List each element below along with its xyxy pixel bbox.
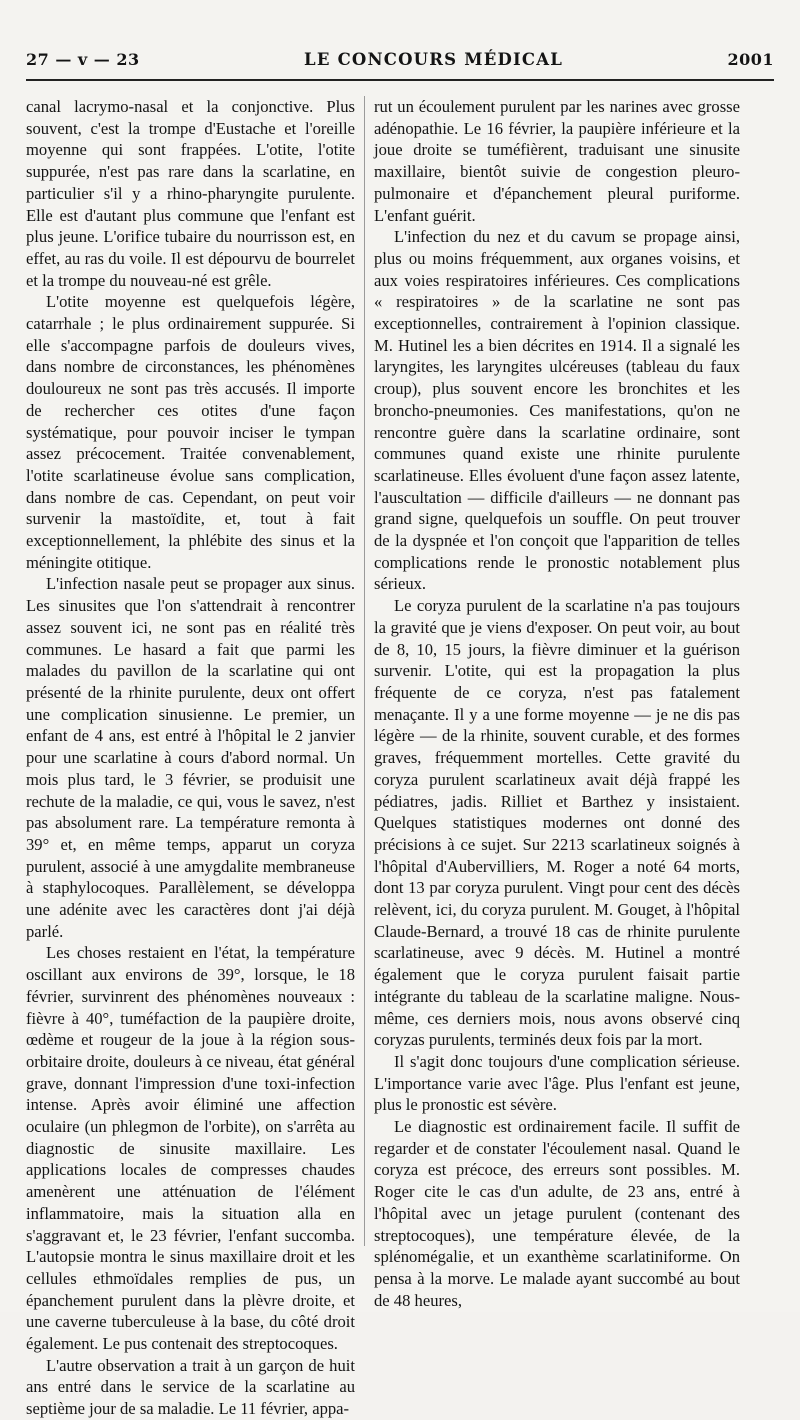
paragraph: L'infection du nez et du cavum se propage ainsi, plus ou moins fréquemment, aux organes voisins, et aux voies respiratoires inférieures. Ces complications « respiratoires » de la scarlatine ne sont pas exceptionnelles, contrairement à l'opinion classique. M. Hutinel les a bien décrites en 1914. Il a signalé les laryngites, les laryngites ulcéreuses (tableau du faux croup), plus souvent encore les bronchites et les broncho-pneumonies. Ces manifestations, qu'on ne rencontre guère dans la scarlatine ordinaire, sont communes quand existe une rhinite purulente scarlatineuse. Elles évoluent d'une façon assez latente, l'auscultation — difficile d'ailleurs — ne donnant pas grand signe, quelquefois un souffle. On peut trouver de la dyspnée et l'on conçoit que l'apparition de telles complications rende le pronostic notablement plus sérieux. [374,227,740,594]
left-column [26,96,355,1420]
right-column [374,96,740,1311]
paragraph: rut un écoulement purulent par les narines avec grosse adénopathie. Le 16 février, la paupière inférieure et la joue droite se tuméfièrent, traduisant une sinusite maxillaire, bientôt suivie de congestion pleuro-pulmonaire et d'épanchement pleural puriforme. L'enfant guérit. [374,97,740,225]
paragraph: L'infection nasale peut se propager aux sinus. Les sinusites que l'on s'attendrait à rencontrer assez souvent ici, ne sont pas en réalité très communes. Le hasard a fait que parmi les malades du pavillon de la scarlatine qui ont présenté de la rhinite purulente, deux ont offert une complication sinusienne. Le premier, un enfant de 4 ans, est entré à l'hôpital le 2 janvier pour une scarlatine à cours d'abord normal. Un mois plus tard, le 3 février, se produisit une rechute de la maladie, ce qui, vous le savez, n'est pas absolument rare. La température remonta à 39° et, en même temps, apparut un coryza purulent, associé à une amygdalite membraneuse à staphylocoques. Parallèlement, se développa une adénite avec les caractères dont j'ai déjà parlé. [26,574,355,941]
paragraph: Les choses restaient en l'état, la température oscillant aux environs de 39°, lorsque, le 18 février, survinrent des phénomènes nouveaux : fièvre à 40°, tuméfaction de la paupière droite, œdème et rougeur de la joue à la région sous-orbitaire droite, douleurs à ce niveau, état général grave, donnant l'impression d'une toxi-infection intense. Après avoir éliminé une affection oculaire (un phlegmon de l'orbite), on s'arrêta au diagnostic de sinusite maxillaire. Les applications locales de compresses chaudes amenèrent une atténuation de l'élément inflammatoire, mais la situation alla en s'aggravant et, le 23 février, l'enfant succomba. L'autopsie montra le sinus maxillaire droit et les cellules ethmoïdales remplies de pus, un épanchement purulent dans la plèvre droite, et une caverne tuberculeuse à la base, du côté droit également. Le pus contenait des streptocoques. [26,943,355,1354]
page-header [26,50,774,76]
paragraph: Le coryza purulent de la scarlatine n'a pas toujours la gravité que je viens d'exposer. On peut voir, au bout de 8, 10, 15 jours, la fièvre diminuer et la guérison survenir. L'otite, qui est la propagation la plus fréquente de ce coryza, n'est pas fatalement menaçante. Il y a une forme moyenne — je ne dis pas légère — de la rhinite, souvent curable, et des formes graves, fréquemment mortelles. Cette gravité du coryza purulent scarlatineux avait déjà frappé les pédiatres, jadis. Rilliet et Barthez y insistaient. Quelques statistiques modernes ont donné des précisions à ce sujet. Sur 2213 scarlatineux soignés à l'hôpital d'Aubervilliers, M. Roger a noté 64 morts, dont 13 par coryza purulent. Vingt pour cent des décès relèvent, ici, du coryza purulent. M. Gouget, à l'hôpital Claude-Bernard, a trouvé 18 cas de rhinite purulente scarlatineuse, avec 9 décès. M. Hutinel a montré également que le coryza purulent faisait partie intégrante du tableau de la scarlatine maligne. Nous-même, ces derniers mois, nous avons observé cinq coryzas purulents, terminés deux fois par la mort. [374,596,740,1050]
page-number: 2001 [727,50,774,69]
paragraph: L'otite moyenne est quelquefois légère, catarrhale ; le plus ordinairement suppurée. Si elle s'accompagne parfois de douleurs vives, dans nombre de circonstances, les phénomènes douloureux ne sont pas très accusés. Il importe de rechercher ces otites d'une façon systématique, pour pouvoir inciser le tympan assez précocement. Traitée convenablement, l'otite scarlatineuse évolue sans complication, dans nombre de cas. Cependant, on peut voir survenir la mastoïdite, et, tout à fait exceptionnellement, la phlébite des sinus et la méningite otitique. [26,292,355,572]
journal-title: LE CONCOURS MÉDICAL [304,50,564,69]
header-rule [26,79,774,81]
paragraph: canal lacrymo-nasal et la conjonctive. Plus souvent, c'est la trompe d'Eustache et l'oreille moyenne qui sont frappées. L'otite, l'otite suppurée, n'est pas rare dans la scarlatine, en particulier s'il y a rhino-pharyngite purulente. Elle est d'autant plus commune que l'enfant est plus jeune. L'orifice tubaire du nourrisson est, en effet, au ras du voile. Il est dépourvu de bourrelet et la trompe du nouveau-né est grêle. [26,97,355,290]
paragraph: Il s'agit donc toujours d'une complication sérieuse. L'importance varie avec l'âge. Plus l'enfant est jeune, plus le pronostic est sévère. [374,1051,740,1115]
issue-date: 27 — v — 23 [26,50,140,69]
paragraph: L'autre observation a trait à un garçon de huit ans entré dans le service de la scarlatine au septième jour de sa maladie. Le 11 février, appa- [26,1355,355,1419]
paragraph: Le diagnostic est ordinairement facile. Il suffit de regarder et de constater l'écoulement nasal. Quand le coryza est précoce, des erreurs sont possibles. M. Roger cite le cas d'un adulte, de 23 ans, entré à l'hôpital avec un jetage purulent (contenant des streptocoques), une température élevée, de la splénomégalie, et un exanthème scarlatiniforme. On pensa à la morve. Le malade ayant succombé au bout de 48 heures, [374,1117,740,1310]
column-divider [364,96,365,1246]
